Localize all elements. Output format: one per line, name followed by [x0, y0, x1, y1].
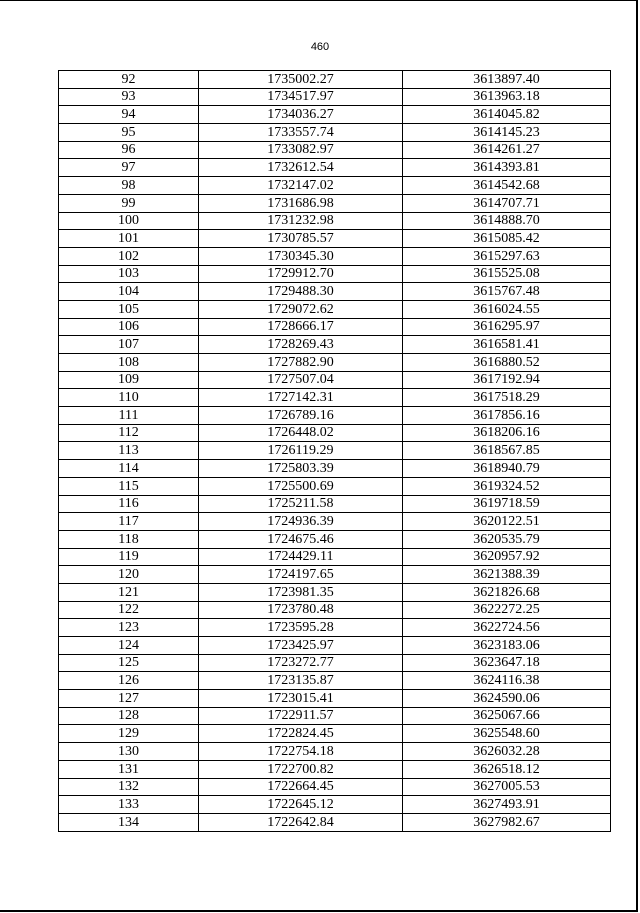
table-row [59, 460, 611, 478]
x-coordinate-cell: 1727882.90 [199, 354, 403, 372]
table-row [59, 88, 611, 106]
table-row [59, 548, 611, 566]
x-coordinate-cell: 1735002.27 [199, 71, 403, 89]
point-number-cell: 116 [59, 495, 199, 513]
y-coordinate-cell: 3614542.68 [403, 177, 611, 195]
table-row [59, 495, 611, 513]
y-coordinate-cell: 3622272.25 [403, 601, 611, 619]
y-coordinate-cell: 3624116.38 [403, 672, 611, 690]
x-coordinate-cell: 1732147.02 [199, 177, 403, 195]
table-row [59, 477, 611, 495]
point-number-cell: 132 [59, 778, 199, 796]
y-coordinate-cell: 3622724.56 [403, 619, 611, 637]
point-number-cell: 117 [59, 513, 199, 531]
table-row [59, 71, 611, 89]
x-coordinate-cell: 1722664.45 [199, 778, 403, 796]
y-coordinate-cell: 3617518.29 [403, 389, 611, 407]
table-row [59, 389, 611, 407]
x-coordinate-cell: 1722642.84 [199, 813, 403, 831]
table-row [59, 796, 611, 814]
y-coordinate-cell: 3618940.79 [403, 460, 611, 478]
table-row [59, 336, 611, 354]
y-coordinate-cell: 3618206.16 [403, 424, 611, 442]
y-coordinate-cell: 3625548.60 [403, 725, 611, 743]
x-coordinate-cell: 1723981.35 [199, 583, 403, 601]
y-coordinate-cell: 3624590.06 [403, 690, 611, 708]
y-coordinate-cell: 3621388.39 [403, 566, 611, 584]
table-row [59, 619, 611, 637]
x-coordinate-cell: 1722700.82 [199, 760, 403, 778]
table-row [59, 141, 611, 159]
table-row [59, 583, 611, 601]
y-coordinate-cell: 3614045.82 [403, 106, 611, 124]
point-number-cell: 93 [59, 88, 199, 106]
point-number-cell: 109 [59, 371, 199, 389]
table-row [59, 371, 611, 389]
point-number-cell: 114 [59, 460, 199, 478]
y-coordinate-cell: 3620957.92 [403, 548, 611, 566]
point-number-cell: 115 [59, 477, 199, 495]
page-number: 460 [310, 41, 330, 53]
point-number-cell: 118 [59, 530, 199, 548]
x-coordinate-cell: 1725803.39 [199, 460, 403, 478]
y-coordinate-cell: 3617192.94 [403, 371, 611, 389]
y-coordinate-cell: 3615525.08 [403, 265, 611, 283]
x-coordinate-cell: 1729912.70 [199, 265, 403, 283]
point-number-cell: 94 [59, 106, 199, 124]
point-number-cell: 119 [59, 548, 199, 566]
point-number-cell: 113 [59, 442, 199, 460]
x-coordinate-cell: 1723015.41 [199, 690, 403, 708]
y-coordinate-cell: 3614145.23 [403, 124, 611, 142]
x-coordinate-cell: 1733557.74 [199, 124, 403, 142]
point-number-cell: 103 [59, 265, 199, 283]
point-number-cell: 107 [59, 336, 199, 354]
y-coordinate-cell: 3616581.41 [403, 336, 611, 354]
point-number-cell: 101 [59, 230, 199, 248]
y-coordinate-cell: 3614393.81 [403, 159, 611, 177]
table-row [59, 212, 611, 230]
x-coordinate-cell: 1727142.31 [199, 389, 403, 407]
table-row [59, 442, 611, 460]
table-row [59, 530, 611, 548]
point-number-cell: 124 [59, 637, 199, 655]
point-number-cell: 126 [59, 672, 199, 690]
x-coordinate-cell: 1730785.57 [199, 230, 403, 248]
x-coordinate-cell: 1723595.28 [199, 619, 403, 637]
point-number-cell: 130 [59, 743, 199, 761]
x-coordinate-cell: 1723272.77 [199, 654, 403, 672]
table-row [59, 106, 611, 124]
point-number-cell: 105 [59, 300, 199, 318]
y-coordinate-cell: 3614707.71 [403, 194, 611, 212]
point-number-cell: 95 [59, 124, 199, 142]
y-coordinate-cell: 3627493.91 [403, 796, 611, 814]
x-coordinate-cell: 1732612.54 [199, 159, 403, 177]
point-number-cell: 122 [59, 601, 199, 619]
table-row [59, 813, 611, 831]
table-row [59, 760, 611, 778]
table-row [59, 566, 611, 584]
point-number-cell: 111 [59, 407, 199, 425]
y-coordinate-cell: 3623183.06 [403, 637, 611, 655]
table-row [59, 690, 611, 708]
x-coordinate-cell: 1731232.98 [199, 212, 403, 230]
point-number-cell: 127 [59, 690, 199, 708]
y-coordinate-cell: 3614261.27 [403, 141, 611, 159]
y-coordinate-cell: 3616295.97 [403, 318, 611, 336]
x-coordinate-cell: 1726448.02 [199, 424, 403, 442]
x-coordinate-cell: 1723425.97 [199, 637, 403, 655]
y-coordinate-cell: 3619718.59 [403, 495, 611, 513]
table-row [59, 318, 611, 336]
point-number-cell: 128 [59, 707, 199, 725]
y-coordinate-cell: 3617856.16 [403, 407, 611, 425]
y-coordinate-cell: 3615085.42 [403, 230, 611, 248]
x-coordinate-cell: 1724197.65 [199, 566, 403, 584]
x-coordinate-cell: 1731686.98 [199, 194, 403, 212]
point-number-cell: 134 [59, 813, 199, 831]
table-row [59, 194, 611, 212]
table-row [59, 283, 611, 301]
y-coordinate-cell: 3616880.52 [403, 354, 611, 372]
point-number-cell: 123 [59, 619, 199, 637]
x-coordinate-cell: 1724936.39 [199, 513, 403, 531]
x-coordinate-cell: 1730345.30 [199, 247, 403, 265]
point-number-cell: 106 [59, 318, 199, 336]
table-row [59, 159, 611, 177]
point-number-cell: 97 [59, 159, 199, 177]
point-number-cell: 125 [59, 654, 199, 672]
y-coordinate-cell: 3627982.67 [403, 813, 611, 831]
x-coordinate-cell: 1729072.62 [199, 300, 403, 318]
x-coordinate-cell: 1725211.58 [199, 495, 403, 513]
x-coordinate-cell: 1722911.57 [199, 707, 403, 725]
table-body [59, 71, 611, 832]
table-row [59, 654, 611, 672]
table-row [59, 230, 611, 248]
x-coordinate-cell: 1723135.87 [199, 672, 403, 690]
point-number-cell: 96 [59, 141, 199, 159]
point-number-cell: 133 [59, 796, 199, 814]
coordinate-table [58, 70, 611, 832]
x-coordinate-cell: 1722645.12 [199, 796, 403, 814]
point-number-cell: 92 [59, 71, 199, 89]
x-coordinate-cell: 1729488.30 [199, 283, 403, 301]
y-coordinate-cell: 3618567.85 [403, 442, 611, 460]
table-row [59, 247, 611, 265]
point-number-cell: 129 [59, 725, 199, 743]
table-row [59, 124, 611, 142]
y-coordinate-cell: 3621826.68 [403, 583, 611, 601]
x-coordinate-cell: 1727507.04 [199, 371, 403, 389]
y-coordinate-cell: 3620535.79 [403, 530, 611, 548]
x-coordinate-cell: 1723780.48 [199, 601, 403, 619]
point-number-cell: 102 [59, 247, 199, 265]
table-row [59, 354, 611, 372]
y-coordinate-cell: 3619324.52 [403, 477, 611, 495]
table-row [59, 725, 611, 743]
x-coordinate-cell: 1726789.16 [199, 407, 403, 425]
table-row [59, 407, 611, 425]
point-number-cell: 98 [59, 177, 199, 195]
point-number-cell: 110 [59, 389, 199, 407]
x-coordinate-cell: 1734036.27 [199, 106, 403, 124]
table-row [59, 778, 611, 796]
x-coordinate-cell: 1722824.45 [199, 725, 403, 743]
table-row [59, 637, 611, 655]
y-coordinate-cell: 3623647.18 [403, 654, 611, 672]
y-coordinate-cell: 3626032.28 [403, 743, 611, 761]
x-coordinate-cell: 1726119.29 [199, 442, 403, 460]
table-row [59, 300, 611, 318]
y-coordinate-cell: 3616024.55 [403, 300, 611, 318]
table-row [59, 177, 611, 195]
y-coordinate-cell: 3615297.63 [403, 247, 611, 265]
y-coordinate-cell: 3626518.12 [403, 760, 611, 778]
x-coordinate-cell: 1722754.18 [199, 743, 403, 761]
x-coordinate-cell: 1733082.97 [199, 141, 403, 159]
point-number-cell: 108 [59, 354, 199, 372]
y-coordinate-cell: 3625067.66 [403, 707, 611, 725]
table-row [59, 424, 611, 442]
y-coordinate-cell: 3613897.40 [403, 71, 611, 89]
point-number-cell: 104 [59, 283, 199, 301]
table-row [59, 601, 611, 619]
table-row [59, 265, 611, 283]
point-number-cell: 112 [59, 424, 199, 442]
point-number-cell: 100 [59, 212, 199, 230]
y-coordinate-cell: 3627005.53 [403, 778, 611, 796]
x-coordinate-cell: 1734517.97 [199, 88, 403, 106]
table-row [59, 513, 611, 531]
x-coordinate-cell: 1724675.46 [199, 530, 403, 548]
y-coordinate-cell: 3613963.18 [403, 88, 611, 106]
x-coordinate-cell: 1724429.11 [199, 548, 403, 566]
y-coordinate-cell: 3620122.51 [403, 513, 611, 531]
table-row [59, 743, 611, 761]
point-number-cell: 131 [59, 760, 199, 778]
point-number-cell: 99 [59, 194, 199, 212]
x-coordinate-cell: 1728269.43 [199, 336, 403, 354]
x-coordinate-cell: 1728666.17 [199, 318, 403, 336]
y-coordinate-cell: 3614888.70 [403, 212, 611, 230]
table-row [59, 672, 611, 690]
point-number-cell: 121 [59, 583, 199, 601]
x-coordinate-cell: 1725500.69 [199, 477, 403, 495]
point-number-cell: 120 [59, 566, 199, 584]
table-row [59, 707, 611, 725]
y-coordinate-cell: 3615767.48 [403, 283, 611, 301]
